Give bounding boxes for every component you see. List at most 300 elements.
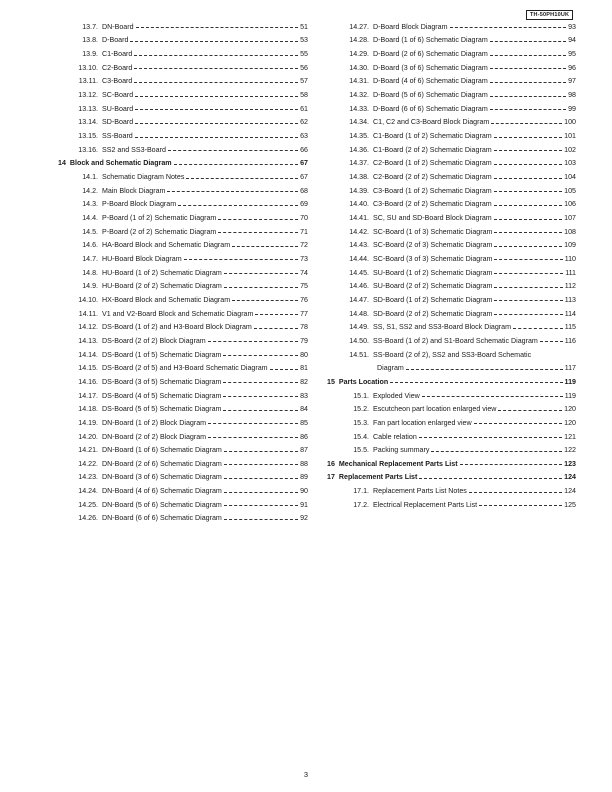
- toc-dot-leader: [135, 123, 298, 124]
- toc-entry[interactable]: [327, 88, 576, 102]
- toc-entry-title: Mechanical Replacement Parts List: [338, 459, 458, 468]
- toc-entry[interactable]: [58, 320, 308, 334]
- toc-entry-title: D-Board (2 of 6) Schematic Diagram: [373, 50, 488, 59]
- toc-dot-leader: [208, 423, 298, 424]
- toc-entry-number: 14.44.: [349, 254, 369, 263]
- toc-dot-leader: [224, 478, 298, 479]
- toc-entry-title: DS-Board (1 of 2) and H3-Board Block Diagram: [102, 323, 252, 332]
- toc-entry[interactable]: [58, 307, 308, 321]
- toc-entry[interactable]: [58, 443, 308, 457]
- toc-entry-page: 117: [564, 364, 576, 373]
- toc-entry-number: 13.15.: [78, 132, 98, 141]
- toc-entry[interactable]: [58, 293, 308, 307]
- toc-entry-page: 124: [564, 473, 576, 482]
- toc-section-entry[interactable]: [327, 471, 576, 485]
- toc-dot-leader: [255, 314, 298, 315]
- toc-dot-leader: [135, 109, 298, 110]
- toc-entry-number: 14.28.: [349, 36, 369, 45]
- toc-dot-leader: [490, 96, 566, 97]
- toc-entry-number: 17.1.: [353, 487, 369, 496]
- toc-dot-leader: [218, 219, 298, 220]
- toc-entry-page: 105: [564, 186, 576, 195]
- toc-entry[interactable]: [58, 184, 308, 198]
- toc-entry-page: 124: [564, 487, 576, 496]
- toc-entry-number: 15.5.: [353, 446, 369, 455]
- toc-entry-page: 95: [568, 50, 576, 59]
- toc-entry-page: 73: [300, 254, 308, 263]
- toc-entry-title: P-Board (1 of 2) Schematic Diagram: [102, 214, 217, 223]
- toc-entry-page: 113: [564, 295, 576, 304]
- toc-entry-title: C3-Board: [102, 77, 133, 86]
- toc-entry[interactable]: [327, 34, 576, 48]
- toc-entry-title: C3-Board (2 of 2) Schematic Diagram: [373, 200, 492, 209]
- toc-entry-title: D-Board (5 of 6) Schematic Diagram: [373, 91, 488, 100]
- toc-entry-number: 14.7.: [82, 254, 98, 263]
- toc-dot-leader: [494, 300, 562, 301]
- toc-dot-leader: [224, 519, 298, 520]
- toc-entry-number: 14.18.: [78, 405, 98, 414]
- toc-entry[interactable]: [58, 402, 308, 416]
- model-number-tag: TH-50PH10UK: [526, 10, 573, 20]
- toc-entry[interactable]: [327, 239, 576, 253]
- toc-entry[interactable]: [58, 198, 308, 212]
- toc-entry-number: 14.9.: [82, 282, 98, 291]
- toc-entry[interactable]: [327, 184, 576, 198]
- toc-entry-title: Escutcheon part location enlarged view: [373, 405, 497, 414]
- toc-entry-page: 121: [564, 432, 576, 441]
- toc-dot-leader: [494, 137, 562, 138]
- toc-dot-leader: [494, 219, 562, 220]
- toc-entry[interactable]: [58, 170, 308, 184]
- toc-entry-page: 85: [300, 418, 308, 427]
- toc-entry-page: 109: [564, 241, 576, 250]
- toc-entry-number: 14.31.: [349, 77, 369, 86]
- toc-entry-page: 79: [300, 336, 308, 345]
- toc-entry-page: 77: [300, 309, 308, 318]
- toc-entry-page: 82: [300, 377, 308, 386]
- toc-entry[interactable]: [327, 211, 576, 225]
- toc-entry[interactable]: [58, 75, 308, 89]
- toc-dot-leader: [223, 355, 298, 356]
- toc-entry[interactable]: [58, 334, 308, 348]
- toc-entry[interactable]: [327, 334, 576, 348]
- toc-dot-leader: [422, 396, 563, 397]
- toc-entry-title: D-Board (4 of 6) Schematic Diagram: [373, 77, 488, 86]
- toc-entry-page: 100: [564, 118, 576, 127]
- toc-entry-title: D-Board (3 of 6) Schematic Diagram: [373, 63, 488, 72]
- toc-entry-page: 93: [568, 22, 576, 31]
- toc-entry-number: 14.30.: [349, 63, 369, 72]
- toc-dot-leader: [174, 164, 299, 165]
- toc-entry-page: 70: [300, 214, 308, 223]
- toc-entry[interactable]: [58, 225, 308, 239]
- toc-entry-title: C2-Board (1 of 2) Schematic Diagram: [373, 159, 492, 168]
- toc-dot-leader: [134, 82, 298, 83]
- toc-entry-title: DS-Board (1 of 5) Schematic Diagram: [102, 350, 222, 359]
- toc-entry[interactable]: [327, 102, 576, 116]
- toc-entry-number: 14.14.: [78, 350, 98, 359]
- toc-entry-title: DN-Board: [102, 22, 134, 31]
- toc-entry-number: 14.24.: [78, 487, 98, 496]
- toc-entry[interactable]: [327, 47, 576, 61]
- toc-entry[interactable]: [58, 143, 308, 157]
- toc-entry-number: 14.23.: [78, 473, 98, 482]
- toc-entry-number: 14.16.: [78, 377, 98, 386]
- toc-entry-title: DS-Board (4 of 5) Schematic Diagram: [102, 391, 222, 400]
- toc-entry-page: 61: [300, 104, 308, 113]
- toc-right-column: [327, 20, 576, 512]
- toc-entry-number: 13.12.: [78, 91, 98, 100]
- toc-entry[interactable]: [327, 484, 576, 498]
- toc-entry[interactable]: [327, 75, 576, 89]
- toc-dot-leader: [419, 478, 562, 479]
- toc-entry-page: 63: [300, 132, 308, 141]
- toc-dot-leader: [223, 410, 298, 411]
- toc-entry-title: DN-Board (2 of 2) Block Diagram: [102, 432, 207, 441]
- toc-entry-title: Diagram: [377, 364, 404, 373]
- toc-entry[interactable]: [327, 498, 576, 512]
- toc-entry[interactable]: [327, 307, 576, 321]
- toc-dot-leader: [224, 492, 298, 493]
- toc-entry-title: C1-Board (2 of 2) Schematic Diagram: [373, 145, 492, 154]
- toc-entry-title: Main Block Diagram: [102, 186, 166, 195]
- toc-entry-title: Replacement Parts List Notes: [373, 487, 467, 496]
- toc-dot-leader: [494, 314, 562, 315]
- toc-entry-page: 96: [568, 63, 576, 72]
- toc-entry-title: SS-Board (1 of 2) and S1-Board Schematic Diagram: [373, 336, 538, 345]
- toc-dot-leader: [224, 273, 298, 274]
- toc-entry-number: 14.6.: [82, 241, 98, 250]
- toc-entry-title: SS, S1, SS2 and SS3-Board Block Diagram: [373, 323, 512, 332]
- toc-entry-number: 15.1.: [353, 391, 369, 400]
- toc-entry[interactable]: [327, 157, 576, 171]
- toc-dot-leader: [270, 369, 299, 370]
- toc-entry[interactable]: [327, 348, 576, 362]
- toc-entry-number: 15.3.: [353, 418, 369, 427]
- toc-entry-title: DN-Board (6 of 6) Schematic Diagram: [102, 514, 222, 523]
- toc-entry-title: Block and Schematic Diagram: [69, 159, 172, 168]
- toc-dot-leader: [223, 396, 298, 397]
- toc-dot-leader: [494, 287, 562, 288]
- toc-entry-page: 120: [564, 405, 576, 414]
- toc-dot-leader: [460, 464, 563, 465]
- toc-entry-number: 13.13.: [78, 104, 98, 113]
- toc-dot-leader: [494, 191, 562, 192]
- toc-dot-leader: [469, 492, 562, 493]
- toc-entry[interactable]: [327, 20, 576, 34]
- toc-entry[interactable]: [58, 211, 308, 225]
- toc-entry[interactable]: [327, 279, 576, 293]
- toc-entry-number: 14.15.: [78, 364, 98, 373]
- toc-entry-number: 14.29.: [349, 50, 369, 59]
- toc-entry-number: 14.46.: [349, 282, 369, 291]
- toc-entry-number: 15.2.: [353, 405, 369, 414]
- toc-entry-number: 17: [327, 473, 335, 482]
- toc-section-entry[interactable]: [327, 457, 576, 471]
- toc-entry-title: SC-Board (1 of 3) Schematic Diagram: [373, 227, 493, 236]
- toc-entry-title: Cable relation: [373, 432, 417, 441]
- toc-entry-title: DS-Board (2 of 2) Block Diagram: [102, 336, 206, 345]
- toc-entry[interactable]: [327, 430, 576, 444]
- toc-dot-leader: [450, 27, 567, 28]
- toc-dot-leader: [431, 451, 562, 452]
- toc-entry[interactable]: [327, 443, 576, 457]
- toc-entry[interactable]: [327, 252, 576, 266]
- toc-entry-number: 13.9.: [82, 50, 98, 59]
- toc-entry[interactable]: [58, 389, 308, 403]
- toc-entry[interactable]: [58, 116, 308, 130]
- toc-dot-leader: [390, 382, 562, 383]
- toc-entry[interactable]: [58, 430, 308, 444]
- toc-dot-leader: [419, 437, 562, 438]
- toc-entry-page: 112: [564, 282, 576, 291]
- toc-entry-page: 102: [564, 145, 576, 154]
- toc-section-entry[interactable]: [327, 375, 576, 389]
- toc-entry-title: DN-Board (1 of 6) Schematic Diagram: [102, 446, 222, 455]
- toc-entry[interactable]: [58, 471, 308, 485]
- toc-dot-leader: [224, 451, 298, 452]
- toc-entry[interactable]: [58, 129, 308, 143]
- toc-entry[interactable]: [58, 512, 308, 526]
- toc-dot-leader: [186, 178, 298, 179]
- toc-dot-leader: [494, 232, 562, 233]
- toc-entry-title: HU-Board (2 of 2) Schematic Diagram: [102, 282, 222, 291]
- toc-dot-leader: [490, 55, 566, 56]
- toc-entry-title: Parts Location: [338, 377, 389, 386]
- toc-entry-title: C1-Board (1 of 2) Schematic Diagram: [373, 132, 492, 141]
- toc-entry-number: 13.7.: [82, 22, 98, 31]
- toc-entry-page: 68: [300, 186, 308, 195]
- toc-entry-page: 56: [300, 63, 308, 72]
- toc-entry-title: DS-Board (5 of 5) Schematic Diagram: [102, 405, 222, 414]
- toc-dot-leader: [494, 246, 562, 247]
- toc-dot-leader: [494, 150, 562, 151]
- toc-dot-leader: [134, 55, 298, 56]
- toc-entry[interactable]: [327, 293, 576, 307]
- toc-entry[interactable]: [58, 457, 308, 471]
- toc-entry[interactable]: [327, 416, 576, 430]
- toc-entry-page: 53: [300, 36, 308, 45]
- toc-dot-leader: [232, 246, 298, 247]
- toc-entry[interactable]: [58, 47, 308, 61]
- toc-entry-number: 14.13.: [78, 336, 98, 345]
- toc-entry[interactable]: [58, 416, 308, 430]
- toc-entry-title: C1-Board: [102, 50, 133, 59]
- toc-entry[interactable]: [327, 116, 576, 130]
- toc-entry-page: 89: [300, 473, 308, 482]
- toc-entry[interactable]: [327, 361, 576, 375]
- toc-entry-title: HU-Board Block Diagram: [102, 254, 182, 263]
- toc-entry[interactable]: [58, 102, 308, 116]
- toc-entry-page: 97: [568, 77, 576, 86]
- toc-entry-number: 17.2.: [353, 500, 369, 509]
- toc-entry[interactable]: [327, 402, 576, 416]
- toc-entry-number: 14.43.: [349, 241, 369, 250]
- toc-entry-page: 67: [300, 173, 308, 182]
- toc-entry-page: 76: [300, 295, 308, 304]
- toc-entry-number: 15: [327, 377, 335, 386]
- toc-entry-page: 67: [300, 159, 308, 168]
- toc-entry[interactable]: [58, 279, 308, 293]
- toc-entry-number: 14.1.: [82, 173, 98, 182]
- toc-entry[interactable]: [327, 143, 576, 157]
- toc-entry[interactable]: [327, 61, 576, 75]
- toc-entry-number: 14.17.: [78, 391, 98, 400]
- toc-dot-leader: [232, 300, 298, 301]
- toc-entry-title: SC, SU and SD-Board Block Diagram: [373, 214, 492, 223]
- toc-entry-title: SD-Board (1 of 2) Schematic Diagram: [373, 295, 493, 304]
- toc-entry[interactable]: [327, 389, 576, 403]
- toc-entry-number: 16: [327, 459, 335, 468]
- toc-entry-number: 14.48.: [349, 309, 369, 318]
- toc-dot-leader: [224, 464, 298, 465]
- toc-entry[interactable]: [327, 320, 576, 334]
- toc-entry-title: DN-Board (5 of 6) Schematic Diagram: [102, 500, 222, 509]
- toc-entry-number: 14.51.: [349, 350, 369, 359]
- toc-entry-page: 92: [300, 514, 308, 523]
- toc-entry-title: SC-Board: [102, 91, 134, 100]
- toc-entry-number: 14.39.: [349, 186, 369, 195]
- toc-entry-page: 122: [564, 446, 576, 455]
- toc-section-entry[interactable]: [58, 157, 308, 171]
- toc-entry[interactable]: [58, 484, 308, 498]
- toc-entry[interactable]: [327, 198, 576, 212]
- toc-entry[interactable]: [58, 361, 308, 375]
- toc-entry-number: 14.2.: [82, 186, 98, 195]
- toc-entry-title: SC-Board (3 of 3) Schematic Diagram: [373, 254, 493, 263]
- toc-entry-number: 14.35.: [349, 132, 369, 141]
- toc-dot-leader: [135, 137, 298, 138]
- toc-entry-number: 14.25.: [78, 500, 98, 509]
- toc-entry[interactable]: [58, 34, 308, 48]
- toc-dot-leader: [135, 96, 298, 97]
- toc-entry-page: 99: [568, 104, 576, 113]
- toc-entry-number: 14.32.: [349, 91, 369, 100]
- toc-entry-page: 58: [300, 91, 308, 100]
- toc-dot-leader: [540, 341, 563, 342]
- toc-entry-title: C2-Board: [102, 63, 133, 72]
- toc-entry-title: DN-Board (2 of 6) Schematic Diagram: [102, 459, 222, 468]
- toc-dot-leader: [134, 68, 298, 69]
- toc-entry-title: D-Board: [102, 36, 129, 45]
- toc-dot-leader: [498, 410, 562, 411]
- toc-entry-title: SC-Board (2 of 3) Schematic Diagram: [373, 241, 493, 250]
- toc-dot-leader: [406, 369, 563, 370]
- toc-dot-leader: [168, 150, 298, 151]
- toc-entry-title: Fan part location enlarged view: [373, 418, 472, 427]
- toc-entry[interactable]: [58, 61, 308, 75]
- toc-entry[interactable]: [58, 266, 308, 280]
- toc-entry-title: Electrical Replacement Parts List: [373, 500, 478, 509]
- toc-dot-leader: [223, 382, 298, 383]
- toc-dot-leader: [208, 437, 298, 438]
- toc-dot-leader: [224, 287, 298, 288]
- toc-entry[interactable]: [58, 375, 308, 389]
- toc-entry-page: 119: [564, 391, 576, 400]
- toc-entry[interactable]: [58, 348, 308, 362]
- toc-entry-page: 120: [564, 418, 576, 427]
- toc-entry[interactable]: [327, 225, 576, 239]
- toc-entry-number: 14.37.: [349, 159, 369, 168]
- toc-entry-title: SS2 and SS3-Board: [102, 145, 166, 154]
- toc-entry-page: 84: [300, 405, 308, 414]
- toc-dot-leader: [513, 328, 563, 329]
- toc-entry-page: 111: [565, 268, 576, 277]
- toc-entry-number: 15.4.: [353, 432, 369, 441]
- toc-entry-number: 14.36.: [349, 145, 369, 154]
- toc-entry[interactable]: [58, 88, 308, 102]
- toc-entry-title: HU-Board (1 of 2) Schematic Diagram: [102, 268, 222, 277]
- toc-entry[interactable]: [327, 129, 576, 143]
- toc-entry-title: V1 and V2-Board Block and Schematic Diagram: [102, 309, 254, 318]
- toc-entry-title: C2-Board (2 of 2) Schematic Diagram: [373, 173, 492, 182]
- toc-entry-page: 98: [568, 91, 576, 100]
- toc-entry-page: 57: [300, 77, 308, 86]
- toc-entry[interactable]: [58, 252, 308, 266]
- toc-entry-page: 103: [564, 159, 576, 168]
- toc-dot-leader: [474, 423, 563, 424]
- toc-entry[interactable]: [327, 266, 576, 280]
- toc-dot-leader: [479, 505, 562, 506]
- toc-entry[interactable]: [58, 20, 308, 34]
- toc-entry-number: 14.42.: [349, 227, 369, 236]
- toc-entry[interactable]: [58, 498, 308, 512]
- toc-entry-number: 14.40.: [349, 200, 369, 209]
- toc-entry-title: Packing summary: [373, 446, 430, 455]
- toc-entry-page: 62: [300, 118, 308, 127]
- toc-entry-number: 14.27.: [349, 22, 369, 31]
- toc-entry-number: 14.5.: [82, 227, 98, 236]
- toc-entry-page: 75: [300, 282, 308, 291]
- toc-entry-title: HX-Board Block and Schematic Diagram: [102, 295, 231, 304]
- toc-entry-page: 78: [300, 323, 308, 332]
- toc-entry-title: SS-Board (2 of 2), SS2 and SS3-Board Schematic: [373, 350, 532, 359]
- toc-entry-number: 14.22.: [78, 459, 98, 468]
- toc-entry-number: 14.41.: [349, 214, 369, 223]
- toc-entry-title: Exploded View: [373, 391, 420, 400]
- toc-left-column: [58, 20, 308, 525]
- toc-entry-number: 14.4.: [82, 214, 98, 223]
- toc-entry-page: 74: [300, 268, 308, 277]
- toc-dot-leader: [494, 178, 562, 179]
- toc-entry-page: 107: [564, 214, 576, 223]
- toc-entry[interactable]: [327, 170, 576, 184]
- toc-entry-number: 14.26.: [78, 514, 98, 523]
- toc-entry-page: 123: [564, 459, 576, 468]
- toc-entry-title: Schematic Diagram Notes: [102, 173, 185, 182]
- toc-entry-page: 115: [564, 323, 576, 332]
- toc-entry-number: 13.16.: [78, 145, 98, 154]
- toc-entry-number: 14.50.: [349, 336, 369, 345]
- toc-entry-title: D-Board (1 of 6) Schematic Diagram: [373, 36, 488, 45]
- toc-dot-leader: [167, 191, 298, 192]
- page-number: 3: [303, 770, 309, 779]
- toc-entry-title: D-Board (6 of 6) Schematic Diagram: [373, 104, 488, 113]
- toc-entry-page: 81: [300, 364, 308, 373]
- toc-dot-leader: [490, 109, 566, 110]
- toc-entry-title: P-Board Block Diagram: [102, 200, 177, 209]
- toc-entry-title: SU-Board: [102, 104, 134, 113]
- toc-dot-leader: [494, 164, 562, 165]
- toc-entry-title: SS-Board: [102, 132, 133, 141]
- toc-entry[interactable]: [58, 239, 308, 253]
- toc-entry-number: 13.14.: [78, 118, 98, 127]
- toc-entry-number: 14.34.: [349, 118, 369, 127]
- toc-entry-title: SD-Board (2 of 2) Schematic Diagram: [373, 309, 493, 318]
- toc-entry-page: 83: [300, 391, 308, 400]
- toc-entry-page: 87: [300, 446, 308, 455]
- toc-entry-page: 80: [300, 350, 308, 359]
